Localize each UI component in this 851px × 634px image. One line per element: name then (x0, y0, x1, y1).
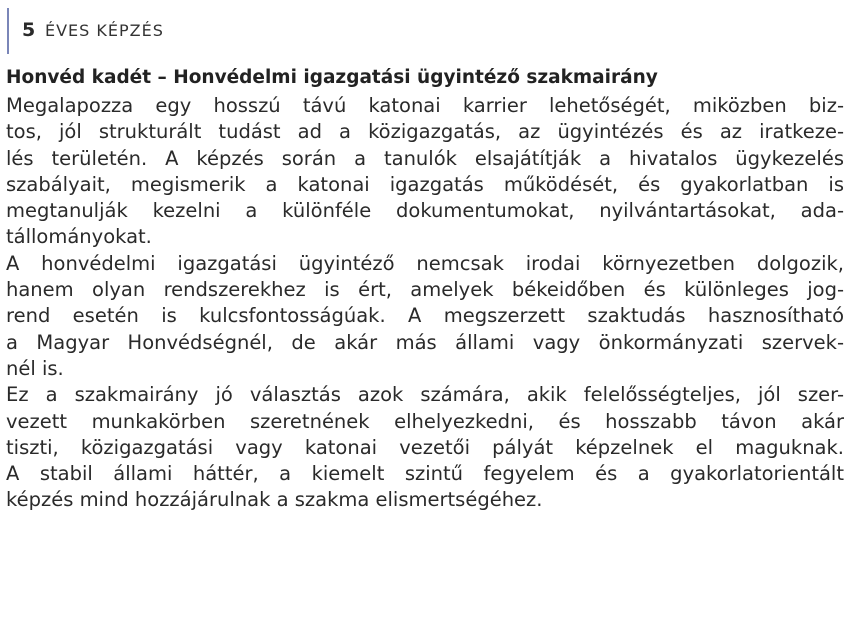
text-line: A honvédelmi igazgatási ügyintéző nemcsak irodai környezetben dolgozik, (6, 251, 844, 275)
paragraph-1 (6, 93, 844, 251)
text-line: Ez a szakmairány jó választás azok számára, akik felelősségteljes, jól szer- (6, 383, 844, 407)
section-badge (7, 8, 207, 54)
text-line: A stabil állami háttér, a kiemelt szintű fegyelem és a gyakorlatorientált (6, 462, 844, 486)
section-heading: Honvéd kadét – Honvédelmi igazgatási ügyintéző szakmairány (6, 67, 658, 88)
text-line: tos, jól strukturált tudást ad a közigazgatás, az ügyintézés és az iratkeze- (6, 120, 844, 144)
text-line: vezett munkakörben szeretnének elhelyezkedni, és hosszabb távon akár (6, 409, 844, 433)
text-line: megtanulják kezelni a különféle dokumentumokat, nyilvántartásokat, ada- (6, 199, 844, 223)
text-line: rend esetén is kulcsfontosságúak. A megszerzett szaktudás hasznosítható (6, 304, 844, 328)
text-line: hanem olyan rendszerekhez is ért, amelyek békeidőben és különleges jog- (6, 278, 844, 302)
text-line: lés területén. A képzés során a tanulók elsajátítják a hivatalos ügykezelés (6, 146, 844, 170)
paragraph-3 (6, 382, 844, 513)
text-line: Megalapozza egy hosszú távú katonai karrier lehetőségét, miközben biz- (6, 94, 844, 117)
badge-number: 5 (22, 19, 36, 41)
text-line: tiszti, közigazgatási vagy katonai vezetői pályát képzelnek el maguknak. (6, 435, 844, 459)
article-body (6, 63, 844, 514)
paragraph-2 (6, 251, 844, 382)
text-line: nél is. (6, 356, 64, 380)
text-line: tállományokat. (6, 225, 152, 249)
text-line: szabályait, megismerik a katonai igazgatás működését, és gyakorlatban is (6, 172, 844, 196)
text-line: a Magyar Honvédségnél, de akár más állami vagy önkormányzati szervek- (6, 330, 844, 354)
text-line: képzés mind hozzájárulnak a szakma elismertségéhez. (6, 488, 543, 512)
badge-label: ÉVES KÉPZÉS (45, 21, 164, 40)
